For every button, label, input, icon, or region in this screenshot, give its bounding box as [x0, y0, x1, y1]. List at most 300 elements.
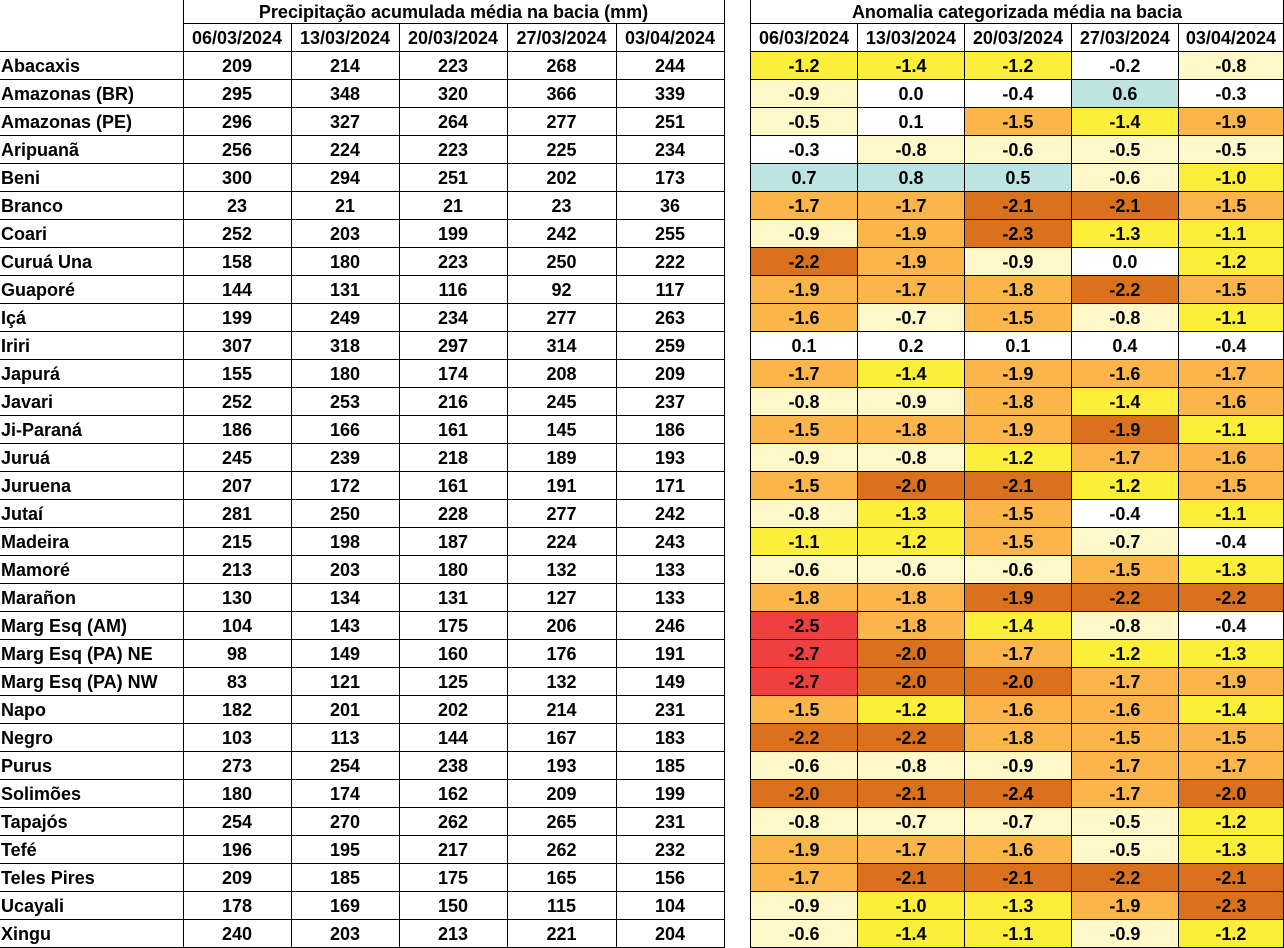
anomaly-value: -0.8 — [1071, 304, 1178, 332]
precip-value: 225 — [507, 136, 616, 164]
anomaly-value: -1.2 — [1178, 920, 1283, 948]
table-row — [0, 752, 724, 780]
anomaly-value: -1.5 — [1178, 724, 1283, 752]
precip-value: 178 — [183, 892, 291, 920]
precip-value: 270 — [291, 808, 399, 836]
anomaly-value: -2.3 — [964, 220, 1071, 248]
anomaly-value: -1.5 — [1071, 556, 1178, 584]
precip-value: 113 — [291, 724, 399, 752]
anomaly-value: -1.4 — [1071, 388, 1178, 416]
anomaly-value: -1.8 — [857, 612, 964, 640]
anomaly-value: -2.0 — [857, 668, 964, 696]
precip-value: 339 — [616, 80, 724, 108]
precip-value: 307 — [183, 332, 291, 360]
precip-value: 182 — [183, 696, 291, 724]
precip-value: 187 — [399, 528, 507, 556]
anomaly-value: -0.7 — [964, 808, 1071, 836]
precip-value: 23 — [183, 192, 291, 220]
precip-value: 253 — [291, 388, 399, 416]
precip-value: 366 — [507, 80, 616, 108]
anomaly-value: -0.5 — [1178, 136, 1283, 164]
anomaly-value: -1.9 — [1178, 668, 1283, 696]
table-row — [751, 136, 1284, 164]
precip-value: 203 — [291, 920, 399, 948]
anomaly-value: -1.2 — [964, 444, 1071, 472]
anomaly-value: -1.2 — [857, 696, 964, 724]
precip-value: 98 — [183, 640, 291, 668]
precip-value: 193 — [616, 444, 724, 472]
corner-blank — [0, 0, 183, 24]
table-row — [0, 192, 724, 220]
table-row — [751, 248, 1284, 276]
precip-value: 273 — [183, 752, 291, 780]
precip-value: 252 — [183, 388, 291, 416]
precip-value: 175 — [399, 864, 507, 892]
precip-value: 215 — [183, 528, 291, 556]
anomaly-value: -1.4 — [857, 52, 964, 80]
anomaly-value: -0.6 — [964, 556, 1071, 584]
anomaly-value: -0.8 — [751, 388, 858, 416]
precip-date-header: 27/03/2024 — [507, 24, 616, 52]
precip-value: 195 — [291, 836, 399, 864]
anomaly-value: -1.8 — [964, 276, 1071, 304]
anomaly-value: -1.6 — [751, 304, 858, 332]
basin-name: Juruá — [0, 444, 183, 472]
anomaly-value: -2.2 — [1071, 584, 1178, 612]
precip-value: 199 — [616, 780, 724, 808]
anomaly-value: -2.1 — [1178, 864, 1283, 892]
precip-value: 249 — [291, 304, 399, 332]
anomaly-value: -0.4 — [1178, 332, 1283, 360]
precip-value: 167 — [507, 724, 616, 752]
anomaly-value: -0.8 — [857, 444, 964, 472]
precip-group-title: Precipitação acumulada média na bacia (mm) — [183, 0, 724, 24]
basin-name: Madeira — [0, 528, 183, 556]
basin-name: Marg Esq (PA) NE — [0, 640, 183, 668]
table-row — [0, 528, 724, 556]
anomaly-value: -1.2 — [1178, 808, 1283, 836]
anomaly-value: -0.8 — [1071, 612, 1178, 640]
anomaly-value: -0.8 — [1178, 52, 1283, 80]
table-row — [0, 500, 724, 528]
anomaly-value: -0.9 — [964, 752, 1071, 780]
precip-value: 297 — [399, 332, 507, 360]
precip-value: 161 — [399, 472, 507, 500]
anomaly-value: -1.6 — [964, 696, 1071, 724]
anomaly-value: -2.1 — [857, 864, 964, 892]
anomaly-group-title: Anomalia categorizada média na bacia — [751, 0, 1284, 24]
anomaly-value: -0.4 — [964, 80, 1071, 108]
precip-value: 131 — [291, 276, 399, 304]
precip-value: 21 — [399, 192, 507, 220]
basin-name: Solimões — [0, 780, 183, 808]
anomaly-value: -2.1 — [857, 780, 964, 808]
precip-value: 214 — [507, 696, 616, 724]
precip-value: 277 — [507, 304, 616, 332]
precip-value: 277 — [507, 500, 616, 528]
anomaly-value: -1.1 — [1178, 500, 1283, 528]
anomaly-value: 0.0 — [1071, 248, 1178, 276]
anomaly-value: -2.7 — [751, 640, 858, 668]
precip-value: 196 — [183, 836, 291, 864]
anomaly-value: -0.8 — [751, 500, 858, 528]
precip-value: 228 — [399, 500, 507, 528]
table-row — [0, 808, 724, 836]
anomaly-value: -1.9 — [857, 220, 964, 248]
precip-value: 209 — [183, 864, 291, 892]
anomaly-value: -1.5 — [1178, 276, 1283, 304]
precip-value: 277 — [507, 108, 616, 136]
anomaly-value: -1.1 — [1178, 220, 1283, 248]
precip-value: 121 — [291, 668, 399, 696]
table-row — [751, 304, 1284, 332]
precip-value: 251 — [616, 108, 724, 136]
precip-value: 92 — [507, 276, 616, 304]
precip-value: 224 — [507, 528, 616, 556]
anomaly-value: 0.4 — [1071, 332, 1178, 360]
precip-value: 242 — [616, 500, 724, 528]
precip-value: 254 — [183, 808, 291, 836]
anomaly-value: -1.8 — [857, 416, 964, 444]
anomaly-value: -2.1 — [964, 864, 1071, 892]
table-row — [0, 52, 724, 80]
anomaly-value: -1.9 — [1178, 108, 1283, 136]
table-row — [751, 220, 1284, 248]
table-row — [0, 164, 724, 192]
anomaly-value: -0.3 — [751, 136, 858, 164]
precip-date-header: 20/03/2024 — [399, 24, 507, 52]
anomaly-value: -2.2 — [751, 724, 858, 752]
basin-name: Marg Esq (AM) — [0, 612, 183, 640]
precip-value: 208 — [507, 360, 616, 388]
precip-value: 117 — [616, 276, 724, 304]
anomaly-value: -2.2 — [751, 248, 858, 276]
precip-value: 238 — [399, 752, 507, 780]
anomaly-value: -1.1 — [1178, 304, 1283, 332]
anomaly-value: -0.8 — [857, 136, 964, 164]
precip-value: 173 — [616, 164, 724, 192]
table-row — [0, 612, 724, 640]
precip-value: 223 — [399, 52, 507, 80]
table-row — [751, 276, 1284, 304]
precip-value: 133 — [616, 556, 724, 584]
precip-value: 116 — [399, 276, 507, 304]
precip-value: 223 — [399, 136, 507, 164]
anomaly-value: -1.7 — [751, 192, 858, 220]
anomaly-value: -1.3 — [1071, 220, 1178, 248]
table-row — [0, 80, 724, 108]
anomaly-value: -2.2 — [857, 724, 964, 752]
anomaly-value: -0.9 — [1071, 920, 1178, 948]
anomaly-value: -0.7 — [857, 808, 964, 836]
precip-value: 144 — [183, 276, 291, 304]
anomaly-date-header: 06/03/2024 — [751, 24, 858, 52]
basin-name: Marg Esq (PA) NW — [0, 668, 183, 696]
anomaly-value: -1.8 — [964, 724, 1071, 752]
table-row — [751, 612, 1284, 640]
table-row — [0, 920, 724, 948]
anomaly-value: -1.7 — [964, 640, 1071, 668]
basin-name: Jutaí — [0, 500, 183, 528]
table-row — [0, 220, 724, 248]
anomaly-value: -2.4 — [964, 780, 1071, 808]
table-row — [751, 724, 1284, 752]
anomaly-value: -1.7 — [857, 192, 964, 220]
table-row — [0, 360, 724, 388]
precip-value: 242 — [507, 220, 616, 248]
anomaly-value: -0.7 — [1071, 528, 1178, 556]
precip-value: 203 — [291, 220, 399, 248]
anomaly-value: -2.7 — [751, 668, 858, 696]
precip-value: 318 — [291, 332, 399, 360]
precip-value: 185 — [291, 864, 399, 892]
precip-value: 263 — [616, 304, 724, 332]
precip-value: 264 — [399, 108, 507, 136]
table-row — [751, 332, 1284, 360]
anomaly-value: -1.9 — [964, 584, 1071, 612]
precip-value: 191 — [616, 640, 724, 668]
anomaly-value: -0.5 — [751, 108, 858, 136]
precip-value: 250 — [507, 248, 616, 276]
basin-name: Amazonas (PE) — [0, 108, 183, 136]
precip-value: 281 — [183, 500, 291, 528]
basin-name: Guaporé — [0, 276, 183, 304]
precip-value: 296 — [183, 108, 291, 136]
anomaly-value: -2.0 — [857, 640, 964, 668]
anomaly-value: -2.0 — [751, 780, 858, 808]
precip-value: 145 — [507, 416, 616, 444]
precip-value: 216 — [399, 388, 507, 416]
precip-value: 125 — [399, 668, 507, 696]
precip-value: 174 — [291, 780, 399, 808]
anomaly-value: -1.8 — [857, 584, 964, 612]
table-row — [0, 892, 724, 920]
anomaly-value: -1.8 — [751, 584, 858, 612]
table-row — [751, 640, 1284, 668]
anomaly-value: -1.7 — [751, 360, 858, 388]
table-row — [0, 332, 724, 360]
precip-value: 259 — [616, 332, 724, 360]
precip-value: 171 — [616, 472, 724, 500]
precip-value: 218 — [399, 444, 507, 472]
anomaly-value: -1.4 — [1178, 696, 1283, 724]
anomaly-value: -1.5 — [1178, 472, 1283, 500]
basin-name: Mamoré — [0, 556, 183, 584]
precip-value: 255 — [616, 220, 724, 248]
anomaly-value: -1.0 — [857, 892, 964, 920]
anomaly-value: -0.9 — [857, 388, 964, 416]
precip-value: 199 — [183, 304, 291, 332]
anomaly-value: -1.7 — [751, 864, 858, 892]
anomaly-value: -0.4 — [1178, 612, 1283, 640]
basin-name: Marañon — [0, 584, 183, 612]
basin-name: Beni — [0, 164, 183, 192]
anomaly-value: -1.8 — [964, 388, 1071, 416]
precip-value: 209 — [183, 52, 291, 80]
precip-date-header: 03/04/2024 — [616, 24, 724, 52]
anomaly-value: 0.2 — [857, 332, 964, 360]
table-row — [751, 808, 1284, 836]
precip-value: 183 — [616, 724, 724, 752]
basin-name: Iriri — [0, 332, 183, 360]
precip-value: 222 — [616, 248, 724, 276]
anomaly-value: -1.5 — [1071, 724, 1178, 752]
basin-name: Xingu — [0, 920, 183, 948]
anomaly-value: -2.2 — [1071, 276, 1178, 304]
precip-value: 23 — [507, 192, 616, 220]
basin-name: Japurá — [0, 360, 183, 388]
table-row — [0, 472, 724, 500]
precip-value: 155 — [183, 360, 291, 388]
anomaly-value: -0.5 — [1071, 136, 1178, 164]
precip-value: 262 — [399, 808, 507, 836]
anomaly-value: -1.7 — [1071, 668, 1178, 696]
precip-value: 191 — [507, 472, 616, 500]
precip-value: 217 — [399, 836, 507, 864]
table-row — [751, 444, 1284, 472]
precip-value: 245 — [183, 444, 291, 472]
anomaly-value: -1.6 — [1071, 360, 1178, 388]
precip-value: 231 — [616, 696, 724, 724]
precip-value: 134 — [291, 584, 399, 612]
anomaly-value: -2.5 — [751, 612, 858, 640]
precip-value: 83 — [183, 668, 291, 696]
anomaly-value: -1.3 — [964, 892, 1071, 920]
precip-value: 104 — [616, 892, 724, 920]
precip-value: 186 — [616, 416, 724, 444]
precip-value: 203 — [291, 556, 399, 584]
precip-value: 207 — [183, 472, 291, 500]
table-row — [751, 584, 1284, 612]
precip-value: 166 — [291, 416, 399, 444]
precip-value: 175 — [399, 612, 507, 640]
anomaly-value: -1.6 — [1071, 696, 1178, 724]
anomaly-value: -1.3 — [1178, 640, 1283, 668]
anomaly-value: -1.2 — [964, 52, 1071, 80]
table-row — [0, 668, 724, 696]
table-row — [0, 388, 724, 416]
precip-value: 143 — [291, 612, 399, 640]
basin-name: Ucayali — [0, 892, 183, 920]
precip-value: 160 — [399, 640, 507, 668]
precip-value: 104 — [183, 612, 291, 640]
anomaly-value: -1.2 — [1071, 472, 1178, 500]
anomaly-value: -1.7 — [1178, 360, 1283, 388]
table-row — [751, 780, 1284, 808]
anomaly-value: 0.7 — [751, 164, 858, 192]
anomaly-value: -2.1 — [964, 472, 1071, 500]
anomaly-value: -2.0 — [1178, 780, 1283, 808]
precip-value: 262 — [507, 836, 616, 864]
anomaly-value: -1.5 — [964, 108, 1071, 136]
precip-value: 180 — [183, 780, 291, 808]
anomaly-value: -1.2 — [1071, 640, 1178, 668]
anomaly-value: -1.3 — [1178, 836, 1283, 864]
basin-name: Napo — [0, 696, 183, 724]
precip-value: 252 — [183, 220, 291, 248]
table-row — [0, 556, 724, 584]
precip-value: 320 — [399, 80, 507, 108]
table-row — [0, 780, 724, 808]
anomaly-value: 0.1 — [964, 332, 1071, 360]
anomaly-value: -1.7 — [857, 836, 964, 864]
precip-value: 180 — [399, 556, 507, 584]
anomaly-value: -2.0 — [964, 668, 1071, 696]
precip-value: 150 — [399, 892, 507, 920]
precip-value: 127 — [507, 584, 616, 612]
anomaly-value: -2.1 — [964, 192, 1071, 220]
precip-value: 246 — [616, 612, 724, 640]
precip-value: 162 — [399, 780, 507, 808]
table-row — [0, 696, 724, 724]
anomaly-value: -1.2 — [857, 528, 964, 556]
precip-value: 185 — [616, 752, 724, 780]
table-row — [751, 556, 1284, 584]
precip-value: 158 — [183, 248, 291, 276]
anomaly-value: -1.7 — [1071, 752, 1178, 780]
table-row — [751, 668, 1284, 696]
anomaly-value: -0.6 — [751, 556, 858, 584]
table-row — [751, 416, 1284, 444]
table-row — [751, 696, 1284, 724]
anomaly-value: -1.3 — [857, 500, 964, 528]
anomaly-value: -1.5 — [751, 416, 858, 444]
precip-value: 234 — [616, 136, 724, 164]
anomaly-value: -0.5 — [1071, 836, 1178, 864]
precip-value: 221 — [507, 920, 616, 948]
anomaly-value: -1.9 — [857, 248, 964, 276]
precip-value: 265 — [507, 808, 616, 836]
anomaly-value: -1.9 — [1071, 892, 1178, 920]
anomaly-value: -0.4 — [1071, 500, 1178, 528]
precip-value: 213 — [399, 920, 507, 948]
precip-value: 132 — [507, 556, 616, 584]
precip-value: 209 — [616, 360, 724, 388]
precip-value: 231 — [616, 808, 724, 836]
precip-value: 244 — [616, 52, 724, 80]
precip-value: 237 — [616, 388, 724, 416]
anomaly-value: -1.4 — [857, 920, 964, 948]
anomaly-value: 0.5 — [964, 164, 1071, 192]
precip-date-header: 06/03/2024 — [183, 24, 291, 52]
precip-value: 254 — [291, 752, 399, 780]
anomaly-value: -1.9 — [964, 360, 1071, 388]
anomaly-date-header: 27/03/2024 — [1071, 24, 1178, 52]
basin-name: Teles Pires — [0, 864, 183, 892]
precip-value: 300 — [183, 164, 291, 192]
anomaly-value: -1.2 — [751, 52, 858, 80]
anomaly-value: -1.6 — [1178, 388, 1283, 416]
anomaly-value: -1.4 — [857, 360, 964, 388]
precip-value: 176 — [507, 640, 616, 668]
anomaly-value: -1.9 — [964, 416, 1071, 444]
basin-name: Juruena — [0, 472, 183, 500]
table-row — [751, 52, 1284, 80]
precip-value: 193 — [507, 752, 616, 780]
table-row — [751, 864, 1284, 892]
anomaly-value: 0.0 — [857, 80, 964, 108]
precip-value: 133 — [616, 584, 724, 612]
precip-value: 130 — [183, 584, 291, 612]
corner-blank — [0, 24, 183, 52]
anomaly-value: -1.5 — [964, 304, 1071, 332]
precip-value: 348 — [291, 80, 399, 108]
anomaly-value: -0.6 — [857, 556, 964, 584]
precip-value: 36 — [616, 192, 724, 220]
precip-value: 149 — [616, 668, 724, 696]
table-row — [751, 388, 1284, 416]
precip-value: 115 — [507, 892, 616, 920]
